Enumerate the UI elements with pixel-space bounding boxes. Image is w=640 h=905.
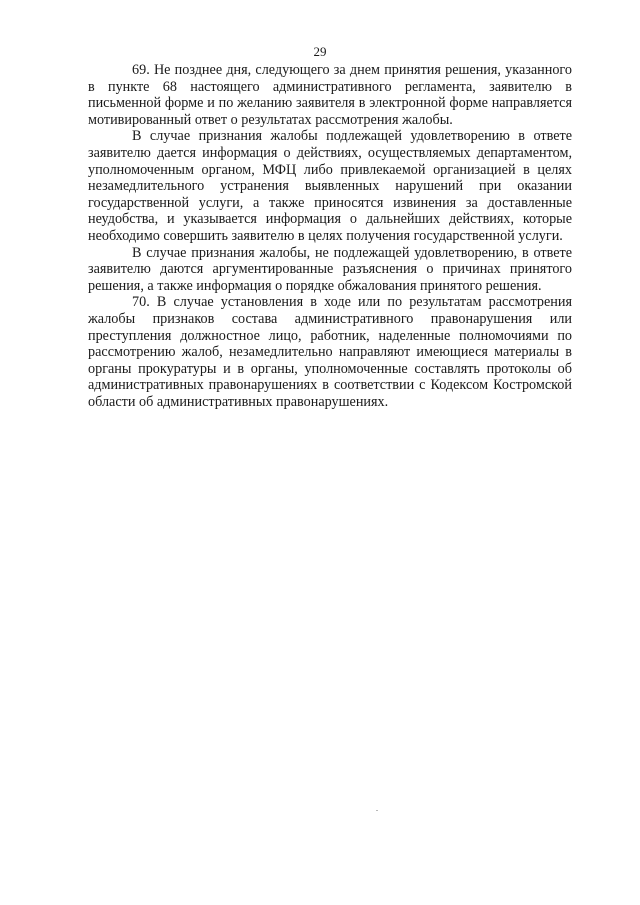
- paragraph-complaint-satisfied: В случае признания жалобы подлежащей удовлетворению в ответе заявителю дается информация о действиях, осуществляемых департаментом, уполномоченным органом, МФЦ либо привлекаемой организацией в целях незамедлительного устранения выявленных нарушений при оказании государственной услуги, а также приносятся извинения за доставленные неудобства, и указывается информация о дальнейших действиях, которые необходимо совершить заявителю в целях получения государственной услуги.: [88, 128, 572, 244]
- scan-speck: [376, 810, 378, 811]
- paragraph-70: 70. В случае установления в ходе или по результатам рассмотрения жалобы признаков состава административного правонарушения или преступления должностное лицо, работник, наделенные полномочиями по рассмотрению жалоб, незамедлительно направляют имеющиеся материалы в органы прокуратуры и в органы, уполномоченные составлять протоколы об административных правонарушениях в соответствии с Кодексом Костромской области об административных правонарушениях.: [88, 294, 572, 410]
- paragraph-69: 69. Не позднее дня, следующего за днем принятия решения, указанного в пункте 68 настоящего административного регламента, заявителю в письменной форме и по желанию заявителя в электронной форме направляется мотивированный ответ о результатах рассмотрения жалобы.: [88, 62, 572, 128]
- paragraph-complaint-rejected: В случае признания жалобы, не подлежащей удовлетворению, в ответе заявителю даются аргументированные разъяснения о причинах принятого решения, а также информация о порядке обжалования принятого решения.: [88, 244, 572, 294]
- page-number: 29: [313, 44, 327, 59]
- document-body: [88, 62, 572, 410]
